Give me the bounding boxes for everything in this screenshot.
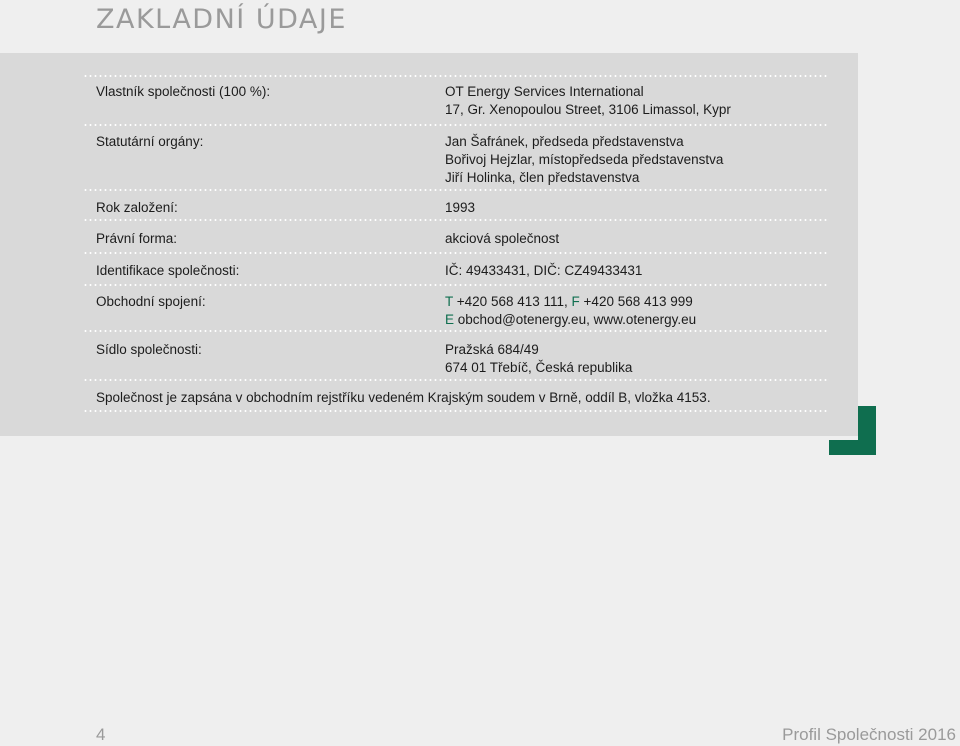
corner-mark-horizontal bbox=[829, 440, 876, 455]
legal-form-label: Právní forma: bbox=[96, 231, 178, 246]
legal-form-value: akciová společnost bbox=[445, 231, 560, 246]
seat-city: 674 01 Třebíč, Česká republika bbox=[445, 360, 633, 375]
page-number: 4 bbox=[96, 725, 106, 744]
identification-value: IČ: 49433431, DIČ: CZ49433431 bbox=[445, 263, 643, 278]
phone-prefix: T bbox=[445, 294, 454, 309]
seat-label: Sídlo společnosti: bbox=[96, 342, 202, 357]
contact-label: Obchodní spojení: bbox=[96, 294, 206, 309]
founded-label: Rok založení: bbox=[96, 200, 178, 215]
dotted-divider bbox=[83, 284, 829, 286]
dotted-divider bbox=[83, 410, 829, 412]
registration-note: Společnost je zapsána v obchodním rejstříku vedeném Krajským soudem v Brně, oddíl B, vložka 4153. bbox=[96, 390, 711, 405]
board-member: Bořivoj Hejzlar, místopředseda představenstva bbox=[445, 152, 724, 167]
owner-label: Vlastník společnosti (100 %): bbox=[96, 84, 271, 99]
email-and-web: obchod@otenergy.eu, www.otenergy.eu bbox=[457, 312, 697, 327]
dotted-divider bbox=[83, 219, 829, 221]
board-member: Jiří Holinka, člen představenstva bbox=[445, 170, 640, 185]
dotted-divider bbox=[83, 252, 829, 254]
footer-section-title: Profil Společnosti 2016 bbox=[782, 725, 956, 744]
owner-address: 17, Gr. Xenopoulou Street, 3106 Limassol, Kypr bbox=[445, 102, 731, 117]
board-member: Jan Šafránek, předseda představenstva bbox=[445, 134, 684, 149]
email-prefix: E bbox=[445, 312, 455, 327]
page-title: ZAKLADNÍ ÚDAJE bbox=[96, 4, 347, 35]
dotted-divider bbox=[83, 124, 829, 126]
fax-prefix: F bbox=[571, 294, 580, 309]
board-label: Statutární orgány: bbox=[96, 134, 204, 149]
fax-number: +420 568 413 999 bbox=[583, 294, 693, 309]
owner-name: OT Energy Services International bbox=[445, 84, 644, 99]
identification-label: Identifikace společnosti: bbox=[96, 263, 240, 278]
dotted-divider bbox=[83, 75, 829, 77]
seat-street: Pražská 684/49 bbox=[445, 342, 539, 357]
dotted-divider bbox=[83, 189, 829, 191]
contact-email-line bbox=[445, 311, 696, 329]
dotted-divider bbox=[83, 330, 829, 332]
founded-value: 1993 bbox=[445, 200, 476, 215]
phone-number: +420 568 413 111, bbox=[456, 294, 568, 309]
dotted-divider bbox=[83, 379, 829, 381]
contact-phone-line bbox=[445, 293, 693, 311]
